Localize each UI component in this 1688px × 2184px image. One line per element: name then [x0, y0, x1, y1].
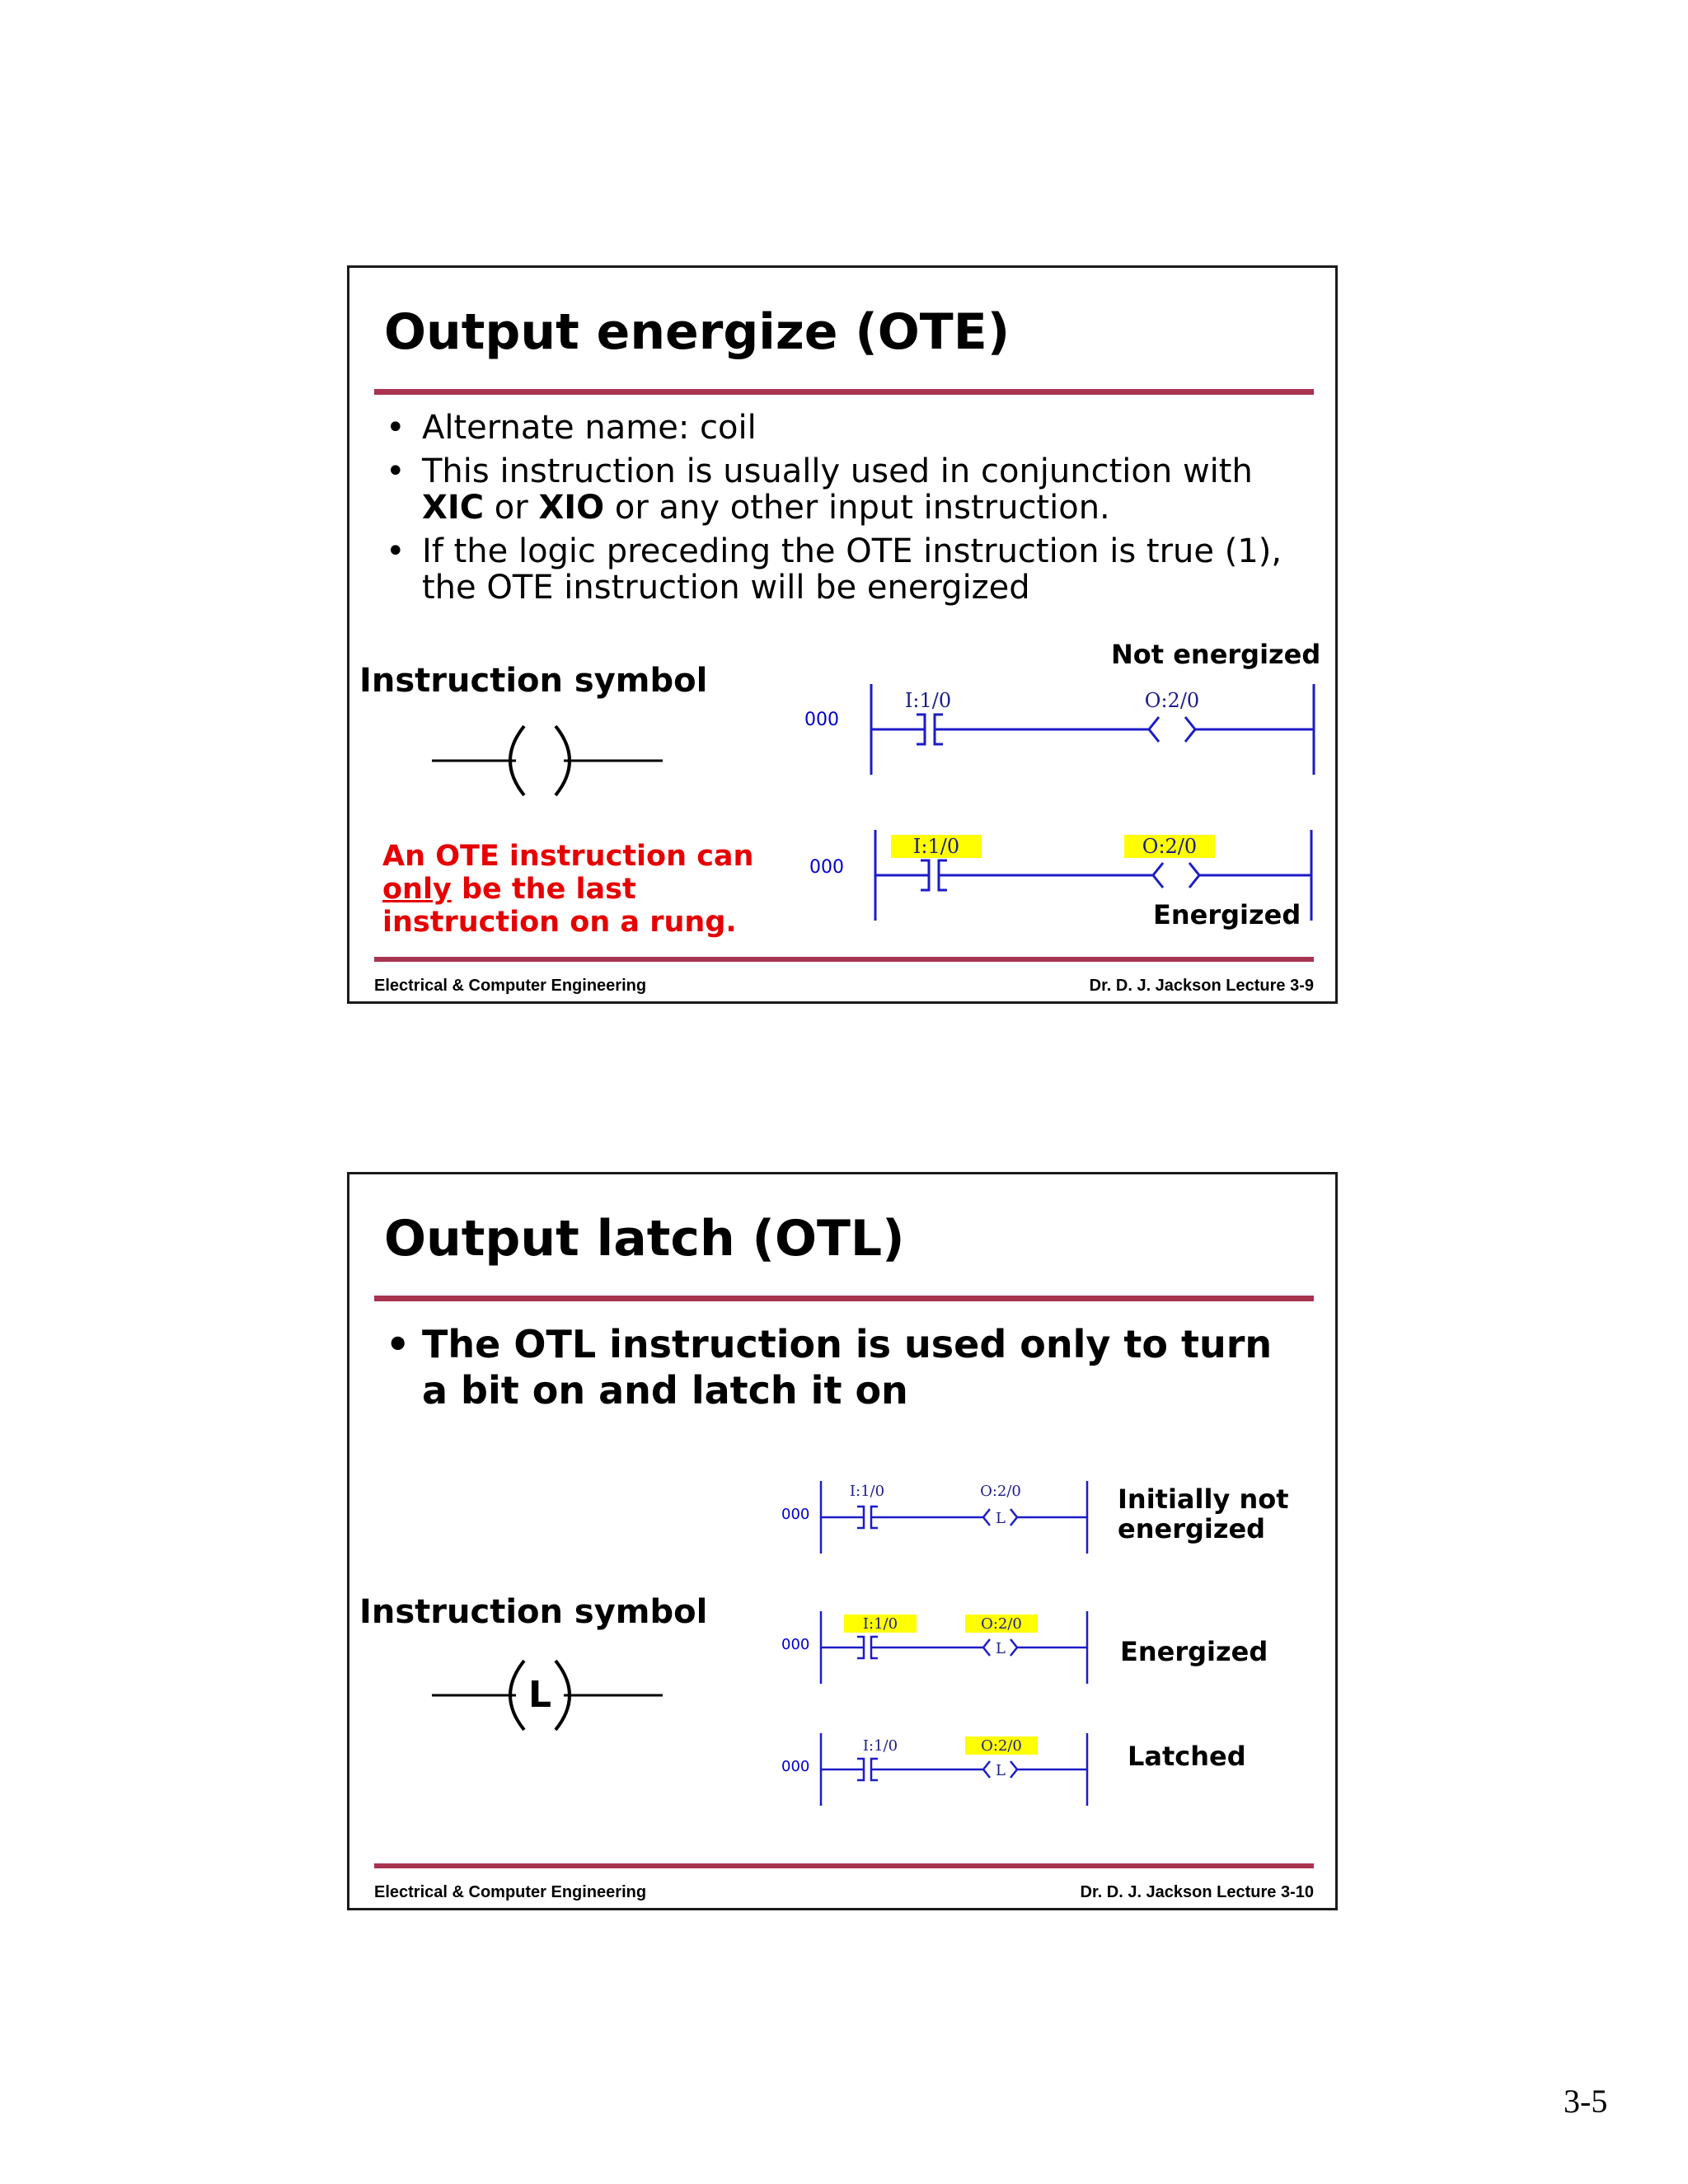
- instruction-symbol-label: Instruction symbol: [359, 1593, 708, 1631]
- bullet-bold-text: XIO: [538, 489, 605, 527]
- coil-icon: [1149, 717, 1159, 742]
- latch-coil-icon: [983, 1761, 990, 1778]
- footer-department: Electrical & Computer Engineering: [374, 1883, 647, 1901]
- footer-lecture: Dr. D. J. Jackson Lecture 3-9: [1089, 977, 1314, 995]
- input-address: I:1/0: [849, 1483, 885, 1500]
- note-line-2: be the last: [451, 873, 636, 906]
- label-initial-line-1: Initially not: [1118, 1483, 1289, 1515]
- coil-glyph-letter: L: [996, 1640, 1006, 1657]
- footer-lecture: Dr. D. J. Jackson Lecture 3-10: [1080, 1883, 1314, 1901]
- rung-number: 000: [781, 1506, 810, 1523]
- note-line-1: An OTE instruction can: [382, 840, 754, 873]
- bullet-text: If the logic preceding the OTE instruction is true (1), the OTE instruction will be energized: [422, 532, 1282, 607]
- bullet-bold-text: XIC: [422, 489, 485, 527]
- bullet-item: [386, 410, 1301, 446]
- label-initial-line-2: energized: [1118, 1513, 1266, 1544]
- note-line-3: instruction on a rung.: [382, 906, 737, 939]
- footer-department: Electrical & Computer Engineering: [374, 977, 647, 995]
- ladder-rung-not-energized: [778, 684, 1322, 766]
- slide-title: Output energize (OTE): [384, 303, 1010, 361]
- footer-rule: [374, 957, 1314, 962]
- bullet-item: [386, 533, 1301, 606]
- bullet-text: This instruction is usually used in conjunction with: [422, 452, 1253, 490]
- output-address: O:2/0: [981, 1615, 1022, 1633]
- otl-coil-symbol: [432, 1654, 671, 1736]
- coil-icon: [1153, 863, 1163, 888]
- label-energized: Energized: [1120, 1636, 1268, 1667]
- title-rule: [374, 1296, 1314, 1301]
- bullet-bold-text: The OTL instruction is used only to turn a bit on and latch it on: [422, 1322, 1273, 1413]
- input-address: I:1/0: [862, 1615, 898, 1633]
- rung-number: 000: [804, 710, 839, 730]
- bullet-list: [386, 410, 1301, 613]
- coil-letter: L: [528, 1674, 552, 1716]
- bullet-text: or any other input instruction.: [604, 489, 1110, 527]
- latch-coil-icon: [983, 1509, 990, 1526]
- ladder-rung-latched: [753, 1733, 1108, 1807]
- coil-glyph-letter: L: [996, 1762, 1006, 1779]
- latch-coil-icon: [983, 1639, 990, 1656]
- label-latched: Latched: [1128, 1741, 1246, 1772]
- bullet-item: [386, 1321, 1276, 1413]
- page-number: 3-5: [1564, 2083, 1608, 2120]
- rung-number: 000: [781, 1636, 810, 1653]
- rung-number: 000: [781, 1758, 810, 1775]
- slide-ote: [347, 265, 1338, 1004]
- bullet-text: or: [484, 489, 539, 527]
- title-rule: [374, 389, 1314, 395]
- ladder-rung-initial: [753, 1481, 1108, 1555]
- input-address: I:1/0: [904, 689, 952, 712]
- input-address: I:1/0: [862, 1737, 898, 1755]
- output-address: O:2/0: [981, 1737, 1022, 1755]
- note-underlined-word: only: [382, 873, 452, 906]
- coil-glyph-letter: L: [996, 1510, 1006, 1527]
- ladder-rung-energized: [753, 1611, 1108, 1685]
- ote-note: [382, 840, 762, 939]
- label-energized: Energized: [1153, 899, 1301, 930]
- label-initially-not-energized: [1118, 1484, 1289, 1544]
- label-not-energized: Not energized: [1111, 639, 1321, 670]
- bullet-text: Alternate name: coil: [422, 409, 757, 447]
- output-address: O:2/0: [1144, 689, 1200, 712]
- ote-coil-symbol: [432, 719, 671, 802]
- slide-otl: [347, 1172, 1338, 1910]
- rung-number: 000: [809, 857, 844, 878]
- footer-rule: [374, 1863, 1314, 1868]
- output-address: O:2/0: [980, 1483, 1021, 1500]
- bullet-list: [386, 1321, 1276, 1421]
- bullet-item: [386, 453, 1301, 526]
- instruction-symbol-label: Instruction symbol: [359, 662, 708, 700]
- input-address: I:1/0: [912, 835, 960, 858]
- output-address: O:2/0: [1142, 835, 1198, 858]
- slide-title: Output latch (OTL): [384, 1210, 905, 1268]
